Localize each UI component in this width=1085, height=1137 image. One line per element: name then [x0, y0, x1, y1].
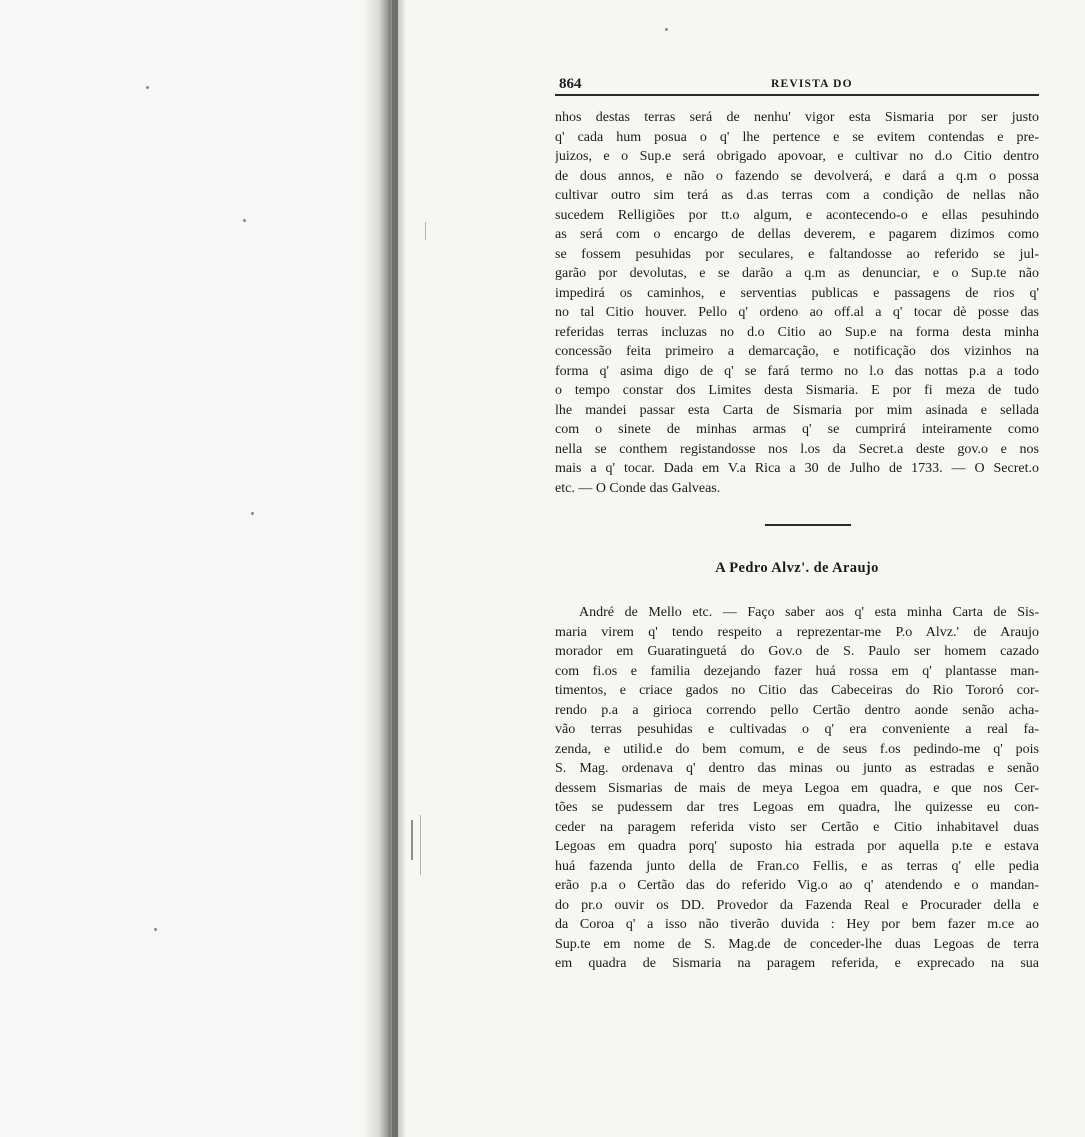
margin-mark	[425, 222, 426, 240]
text-line: referidas terras incluzas no d.o Citio ao Sup.e na forma desta minha	[555, 324, 1039, 340]
text-line: dessem Sismarias de mais de meya Legoa em quadra, e que nos Cer-	[555, 780, 1039, 796]
text-line: mais a q' tocar. Dada em V.a Rica a 30 de Julho de 1733. — O Secret.o	[555, 461, 1039, 476]
text-line: nhos destas terras será de nenhu' vigor esta Sismaria por ser justo	[555, 110, 1039, 125]
section-divider	[765, 524, 851, 526]
text-line: com fi.os e familia dezejando fazer huá rossa em q' plantasse man-	[555, 663, 1039, 679]
margin-mark	[411, 820, 413, 860]
text-line: André de Mello etc. — Faço saber aos q' esta minha Carta de Sis-	[579, 605, 1039, 620]
text-line: zenda, e utilid.e do bem comum, e de seus f.os pedindo-me q' pois	[555, 741, 1039, 757]
paper-speck	[146, 86, 149, 89]
text-line: lhe mandei passar esta Carta de Sismaria por mim asinada e sellada	[555, 402, 1039, 418]
text-line: as será com o encargo de dellas deverem, e pagarem dizimos como	[555, 227, 1039, 242]
section-heading: A Pedro Alvz'. de Araujo	[715, 560, 879, 576]
text-line: em quadra de Sismaria na paragem referida, e exprecado na sua	[555, 956, 1039, 971]
text-line: etc. — O Conde das Galveas.	[555, 480, 721, 496]
paper-speck	[154, 928, 157, 931]
paragraph-sesmaria-conclusion	[555, 108, 1039, 498]
text-line: o tempo constar dos Limites desta Sismaria. E por fi meza de tudo	[555, 383, 1039, 398]
text-line: cultivar outro sim terá as d.as terras com a condição de nellas não	[555, 188, 1039, 203]
text-line: ceder na paragem referida visto ser Certão e Citio inhabitavel duas	[555, 819, 1039, 835]
text-line: com o sinete de minhas armas q' se cumprirá inteiramente como	[555, 422, 1039, 437]
book-spine-gutter	[365, 0, 405, 1137]
margin-mark	[420, 815, 421, 875]
page-number: 864	[559, 76, 582, 92]
text-line: do pr.o ouvir os DD. Provedor da Fazenda Real e Procurader della e	[555, 897, 1039, 913]
text-line: forma q' asima digo de q' se fará termo no l.o das nottas p.a a todo	[555, 363, 1039, 379]
text-line: vão terras pesuhidas e cultivadas o q' era conveniente a real fa-	[555, 722, 1039, 737]
text-line: sucedem Relligiões por tt.o algum, e acontecendo-o e ellas pesuhindo	[555, 207, 1039, 223]
text-line: garão por devolutas, e se darão a q.m as denunciar, e o Sup.te não	[555, 266, 1039, 281]
running-header	[555, 70, 1039, 96]
text-line: erão p.a o Certão das do referido Vig.o ao q' atendendo e o mandan-	[555, 878, 1039, 893]
paragraph-sesmaria-grant	[555, 603, 1039, 974]
text-line: da Coroa q' a isso não tiverão duvida : Hey por bem fazer m.ce ao	[555, 917, 1039, 932]
paper-speck	[251, 512, 254, 515]
text-line: juizos, e o Sup.e será obrigado apovoar, e cultivar no d.o Citio dentro	[555, 149, 1039, 164]
text-line: tões se pudessem dar tres Legoas em quadra, lhe quizesse eu con-	[555, 800, 1039, 815]
text-line: concessão feita primeiro a demarcação, e notificação dos vizinhos na	[555, 344, 1039, 359]
text-line: huá fazenda junto della de Fran.co Fellis, e as terras q' elle pedia	[555, 858, 1039, 874]
text-line: morador em Guaratinguetá do Gov.o de S. Paulo ser homem cazado	[555, 644, 1039, 659]
text-line: nella se conthem registandosse nos l.os da Secret.a deste gov.o e nos	[555, 441, 1039, 457]
text-line: impedirá os caminhos, e serventias publicas e passagens de rios q'	[555, 285, 1039, 301]
text-line: se fossem pesuhidas por seculares, e faltandosse ao referido se jul-	[555, 246, 1039, 262]
text-line: Sup.te em nome de S. Mag.de de conceder-lhe duas Legoas de terra	[555, 936, 1039, 952]
book-spine-line	[392, 0, 398, 1137]
text-line: no tal Citio houver. Pello q' ordeno ao off.al a q' tocar dè posse das	[555, 305, 1039, 320]
text-line: Legoas em quadra porq' suposto hia estrada por aquella p.te e estava	[555, 839, 1039, 854]
text-line: S. Mag. ordenava q' dentro das minas ou junto as estradas e senão	[555, 761, 1039, 776]
text-line: de dous annos, e não o fazendo se devolverá, e dará a q.m o possa	[555, 168, 1039, 184]
text-line: q' cada hum posua o q' lhe pertence e se evitem contendas e pre-	[555, 129, 1039, 145]
text-line: timentos, e criace gados no Citio das Cabeceiras do Rio Tororó cor-	[555, 683, 1039, 698]
right-page	[555, 70, 1039, 974]
paper-speck	[243, 219, 246, 222]
text-line: rendo p.a a girioca correndo pello Certão dentro aonde senão acha-	[555, 702, 1039, 718]
left-page-blank	[0, 0, 365, 1137]
running-title: REVISTA DO	[771, 78, 853, 90]
text-line: maria virem q' tendo respeito a reprezentar-me P.o Alvz.' de Araujo	[555, 624, 1039, 640]
paper-speck	[665, 28, 668, 31]
